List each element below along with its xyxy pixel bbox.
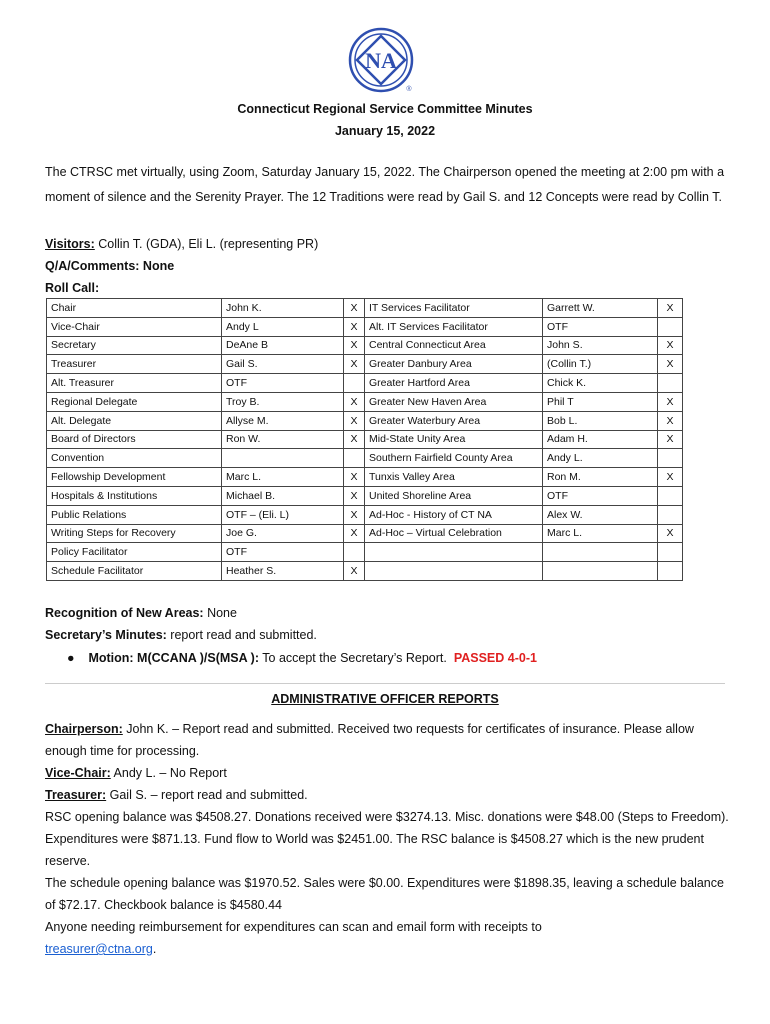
table-row <box>47 543 683 562</box>
area-name-cell: Alt. IT Services Facilitator <box>365 317 543 336</box>
area-present-cell <box>658 562 683 581</box>
table-row <box>47 374 683 393</box>
reimbursement-end: . <box>152 942 157 956</box>
area-rep-cell: Chick K. <box>543 374 658 393</box>
intro-paragraph: The CTRSC met virtually, using Zoom, Saturday January 15, 2022. The Chairperson opened the meeting at 2:00 pm with a moment of silence and the Serenity Prayer. The 12 Traditions were read by Gail S. and 12 Concepts were read by Collin T. <box>45 165 725 204</box>
table-row <box>47 317 683 336</box>
header <box>0 98 770 142</box>
roll-call-label: Roll Call: <box>45 281 100 295</box>
motion-text: To accept the Secretary’s Report. <box>259 651 447 665</box>
area-present-cell <box>658 374 683 393</box>
document-date: January 15, 2022 <box>334 124 436 138</box>
na-logo <box>348 27 414 93</box>
officer-position-cell: Fellowship Development <box>47 468 222 487</box>
officer-name-cell: OTF <box>222 374 344 393</box>
area-present-cell <box>658 543 683 562</box>
treasurer-text: Gail S. – report read and submitted. <box>106 788 308 802</box>
area-rep-cell: Marc L. <box>543 524 658 543</box>
chairperson-report <box>45 718 730 762</box>
officer-position-cell: Convention <box>47 449 222 468</box>
officer-present-cell: X <box>344 524 365 543</box>
area-rep-cell: OTF <box>543 486 658 505</box>
officer-name-cell: Ron W. <box>222 430 344 449</box>
treasurer-line <box>45 784 730 806</box>
area-rep-cell: Garrett W. <box>543 299 658 318</box>
area-rep-cell: Ron M. <box>543 468 658 487</box>
officer-present-cell: X <box>344 392 365 411</box>
svg-text:NA: NA <box>365 48 397 73</box>
officer-present-cell: X <box>344 317 365 336</box>
area-present-cell <box>658 486 683 505</box>
area-present-cell <box>658 317 683 336</box>
officer-position-cell: Secretary <box>47 336 222 355</box>
table-row <box>47 524 683 543</box>
area-name-cell: Ad-Hoc – Virtual Celebration <box>365 524 543 543</box>
officer-present-cell: X <box>344 505 365 524</box>
area-present-cell: X <box>658 411 683 430</box>
reimbursement-paragraph <box>45 916 730 960</box>
officer-position-cell: Vice-Chair <box>47 317 222 336</box>
table-row <box>47 468 683 487</box>
table-row <box>47 505 683 524</box>
area-rep-cell: John S. <box>543 336 658 355</box>
chairperson-text: John K. – Report read and submitted. Received two requests for certificates of insurance. Please allow enough time for processing. <box>45 722 694 758</box>
officer-name-cell: Joe G. <box>222 524 344 543</box>
area-name-cell: Greater Waterbury Area <box>365 411 543 430</box>
schedule-balance-paragraph: The schedule opening balance was $1970.52. Sales were $0.00. Expenditures were $1898.35, leaving a schedule balance of $72.17. Checkbook balance is $4580.44 <box>45 876 724 912</box>
treasurer-label: Treasurer: <box>45 788 107 802</box>
area-name-cell: Greater Danbury Area <box>365 355 543 374</box>
officer-name-cell: OTF – (Eli. L) <box>222 505 344 524</box>
officer-position-cell: Schedule Facilitator <box>47 562 222 581</box>
recognition-line <box>45 606 237 620</box>
area-present-cell <box>658 449 683 468</box>
secretary-minutes-line <box>45 628 317 642</box>
area-rep-cell: Bob L. <box>543 411 658 430</box>
bullet-icon: ● <box>67 651 89 665</box>
officer-name-cell: OTF <box>222 543 344 562</box>
officer-name-cell: Gail S. <box>222 355 344 374</box>
area-name-cell: Greater New Haven Area <box>365 392 543 411</box>
table-row <box>47 355 683 374</box>
area-rep-cell <box>543 543 658 562</box>
officer-present-cell <box>344 449 365 468</box>
table-row <box>47 299 683 318</box>
officer-present-cell: X <box>344 562 365 581</box>
area-rep-cell: Adam H. <box>543 430 658 449</box>
officer-position-cell: Regional Delegate <box>47 392 222 411</box>
table-row <box>47 430 683 449</box>
officer-name-cell <box>222 449 344 468</box>
officer-name-cell: Allyse M. <box>222 411 344 430</box>
officer-name-cell: Troy B. <box>222 392 344 411</box>
document-title: Connecticut Regional Service Committee Minutes <box>237 102 533 116</box>
officer-position-cell: Alt. Delegate <box>47 411 222 430</box>
officer-name-cell: Andy L <box>222 317 344 336</box>
officer-present-cell: X <box>344 430 365 449</box>
officer-position-cell: Alt. Treasurer <box>47 374 222 393</box>
motion-item <box>67 651 537 665</box>
area-name-cell: United Shoreline Area <box>365 486 543 505</box>
officer-position-cell: Policy Facilitator <box>47 543 222 562</box>
area-name-cell: IT Services Facilitator <box>365 299 543 318</box>
section-divider <box>45 683 725 684</box>
area-name-cell: Tunxis Valley Area <box>365 468 543 487</box>
area-present-cell: X <box>658 524 683 543</box>
secretary-minutes-label: Secretary’s Minutes: <box>45 628 167 642</box>
officer-present-cell: X <box>344 486 365 505</box>
reimbursement-text: Anyone needing reimbursement for expenditures can scan and email form with receipts to <box>45 920 542 934</box>
area-rep-cell: (Collin T.) <box>543 355 658 374</box>
area-present-cell: X <box>658 430 683 449</box>
visitors-value: Collin T. (GDA), Eli L. (representing PR) <box>94 237 319 251</box>
officer-name-cell: Heather S. <box>222 562 344 581</box>
area-name-cell <box>365 562 543 581</box>
officer-position-cell: Public Relations <box>47 505 222 524</box>
officer-name-cell: Michael B. <box>222 486 344 505</box>
officer-present-cell: X <box>344 355 365 374</box>
table-row <box>47 449 683 468</box>
rsc-balance-paragraph: RSC opening balance was $4508.27. Donations received were $3274.13. Misc. donations were $48.00 (Steps to Freedom). Expenditures were $871.13. Fund flow to World was $2451.00. The RSC balance is $4508.27 which is the new prudent reserve. <box>45 810 729 868</box>
officer-present-cell <box>344 374 365 393</box>
area-present-cell: X <box>658 336 683 355</box>
vice-chair-text: Andy L. – No Report <box>110 766 227 780</box>
table-row <box>47 336 683 355</box>
area-present-cell <box>658 505 683 524</box>
visitors-line <box>45 237 318 251</box>
area-present-cell: X <box>658 468 683 487</box>
chairperson-label: Chairperson: <box>45 722 123 736</box>
admin-reports-heading: ADMINISTRATIVE OFFICER REPORTS <box>271 692 499 706</box>
officer-present-cell: X <box>344 468 365 487</box>
area-name-cell: Ad-Hoc - History of CT NA <box>365 505 543 524</box>
area-rep-cell <box>543 562 658 581</box>
secretary-minutes-value: report read and submitted. <box>166 628 317 642</box>
table-row <box>47 562 683 581</box>
recognition-label: Recognition of New Areas: <box>45 606 204 620</box>
area-rep-cell: OTF <box>543 317 658 336</box>
area-name-cell: Central Connecticut Area <box>365 336 543 355</box>
area-rep-cell: Phil T <box>543 392 658 411</box>
motion-status: PASSED 4-0-1 <box>453 651 537 665</box>
officer-name-cell: Marc L. <box>222 468 344 487</box>
officer-position-cell: Hospitals & Institutions <box>47 486 222 505</box>
visitors-label: Visitors: <box>45 237 95 251</box>
officer-name-cell: John K. <box>222 299 344 318</box>
vice-chair-label: Vice-Chair: <box>45 766 111 780</box>
table-row <box>47 486 683 505</box>
officer-present-cell: X <box>344 336 365 355</box>
area-name-cell <box>365 543 543 562</box>
area-present-cell: X <box>658 299 683 318</box>
treasurer-email-link[interactable]: treasurer@ctna.org <box>45 942 153 956</box>
area-name-cell: Greater Hartford Area <box>365 374 543 393</box>
area-name-cell: Mid-State Unity Area <box>365 430 543 449</box>
vice-chair-report <box>45 762 730 784</box>
table-row <box>47 392 683 411</box>
officer-position-cell: Treasurer <box>47 355 222 374</box>
area-rep-cell: Alex W. <box>543 505 658 524</box>
roll-call-table <box>46 298 683 581</box>
area-present-cell: X <box>658 392 683 411</box>
svg-text:®: ® <box>406 86 412 93</box>
treasurer-report <box>45 784 730 960</box>
area-rep-cell: Andy L. <box>543 449 658 468</box>
table-row <box>47 411 683 430</box>
area-present-cell: X <box>658 355 683 374</box>
officer-present-cell <box>344 543 365 562</box>
officer-position-cell: Board of Directors <box>47 430 222 449</box>
officer-position-cell: Writing Steps for Recovery <box>47 524 222 543</box>
officer-position-cell: Chair <box>47 299 222 318</box>
officer-present-cell: X <box>344 411 365 430</box>
recognition-value: None <box>203 606 237 620</box>
officer-name-cell: DeAne B <box>222 336 344 355</box>
motion-label: Motion: M(CCANA )/S(MSA ): <box>88 651 260 665</box>
officer-present-cell: X <box>344 299 365 318</box>
qa-line: Q/A/Comments: None <box>45 259 175 273</box>
area-name-cell: Southern Fairfield County Area <box>365 449 543 468</box>
